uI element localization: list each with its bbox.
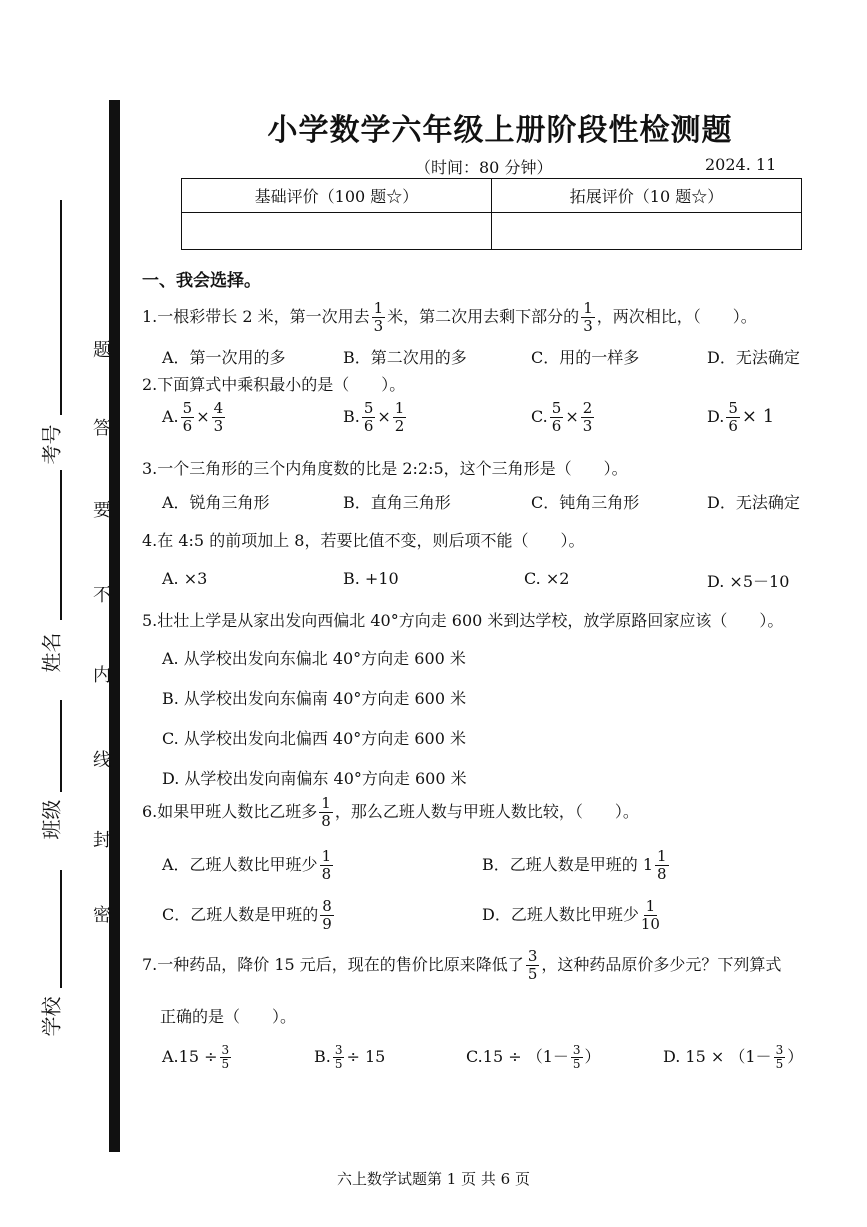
extended-eval-header: 拓展评价（10 题☆） [492, 179, 802, 213]
time-label: （时间：80 分钟） [415, 158, 553, 177]
option[interactable]: A．乙班人数比甲班少 $\frac{1}{8}$ [162, 847, 332, 883]
option[interactable]: A. 从学校出发向东偏北 40°方向走 600 米 [162, 649, 466, 668]
section-title: 一、我会选择。 [142, 271, 261, 291]
option[interactable]: B. $\frac{5}{6}$ × $\frac{1}{2}$ [343, 399, 405, 435]
score-table [181, 178, 802, 250]
option[interactable]: C. ×2 [524, 569, 570, 588]
option[interactable]: B. $\frac{3}{5}$ ÷ 15 [314, 1043, 386, 1071]
option[interactable]: C.15 ÷ （1－ $\frac{3}{5}$ ） [466, 1043, 601, 1071]
seal-char: 要 [90, 500, 111, 518]
extended-eval-score[interactable] [492, 213, 802, 250]
binding-bar [109, 100, 120, 1152]
question-1: 1.一根彩带长 2 米，第一次用去 $\frac{1}{3}$ 米，第二次用去剩下部分的 $\frac{1}{3}$ ，两次相比，（ ）。 [142, 299, 757, 335]
question-7-line2: 正确的是（ ）。 [160, 1007, 297, 1026]
option[interactable]: D．无法确定 [707, 348, 800, 367]
seal-char: 题 [90, 340, 111, 358]
option[interactable]: A.15 ÷ $\frac{3}{5}$ [162, 1043, 230, 1071]
question-3: 3.一个三角形的三个内角度数的比是 2:2:5，这个三角形是（ ）。 [142, 459, 628, 478]
basic-eval-header: 基础评价（100 题☆） [182, 179, 492, 213]
seal-char: 答 [90, 418, 111, 436]
seal-char: 线 [90, 750, 111, 768]
option[interactable]: A. ×3 [162, 569, 208, 588]
basic-eval-score[interactable] [182, 213, 492, 250]
option[interactable]: B．直角三角形 [343, 493, 451, 512]
school-label: 学校 [39, 996, 64, 1037]
question-5: 5.壮壮上学是从家出发向西偏北 40°方向走 600 米到达学校，放学原路回家应该（ ）。 [142, 611, 784, 630]
class-label: 班级 [39, 799, 64, 840]
seal-char: 内 [90, 665, 111, 683]
class-line[interactable] [60, 700, 62, 792]
option[interactable]: A．第一次用的多 [162, 348, 286, 367]
option[interactable]: C. 从学校出发向北偏西 40°方向走 600 米 [162, 729, 467, 748]
exam-id-line[interactable] [60, 200, 62, 415]
question-2: 2.下面算式中乘积最小的是（ ）。 [142, 375, 406, 394]
option[interactable]: A．锐角三角形 [162, 493, 270, 512]
option[interactable]: B. 从学校出发向东偏南 40°方向走 600 米 [162, 689, 467, 708]
exam-id-label: 考号 [39, 424, 64, 465]
option[interactable]: D. $\frac{5}{6}$ × 1 [707, 399, 775, 435]
option[interactable]: D. ×5－10 [707, 572, 790, 591]
option[interactable]: C．乙班人数是甲班的 $\frac{8}{9}$ [162, 897, 332, 933]
question-7: 7.一种药品，降价 15 元后，现在的售价比原来降低了 $\frac{3}{5}$ ，这种药品原价多少元？下列算式 [142, 947, 782, 983]
page-footer: 六上数学试题第 1 页 共 6 页 [337, 1170, 530, 1188]
name-label: 姓名 [39, 632, 64, 673]
option[interactable]: C．钝角三角形 [531, 493, 640, 512]
option[interactable]: B．乙班人数是甲班的 1 $\frac{1}{8}$ [482, 847, 667, 883]
name-line[interactable] [60, 470, 62, 620]
option[interactable]: D. 从学校出发向南偏东 40°方向走 600 米 [162, 769, 467, 788]
option[interactable]: B. +10 [343, 569, 399, 588]
question-4: 4.在 4:5 的前项加上 8，若要比值不变，则后项不能（ ）。 [142, 531, 585, 550]
option[interactable]: C．用的一样多 [531, 348, 640, 367]
question-6: 6.如果甲班人数比乙班多 $\frac{1}{8}$ ，那么乙班人数与甲班人数比较，（ ）。 [142, 794, 639, 830]
option[interactable]: C. $\frac{5}{6}$ × $\frac{2}{3}$ [531, 399, 593, 435]
page-title: 小学数学六年级上册阶段性检测题 [267, 113, 733, 148]
option[interactable]: D．乙班人数比甲班少 $\frac{1}{10}$ [482, 897, 660, 933]
seal-char: 不 [90, 585, 111, 603]
option[interactable]: B．第二次用的多 [343, 348, 467, 367]
date-label: 2024. 11 [705, 155, 777, 174]
option[interactable]: A. $\frac{5}{6}$ × $\frac{4}{3}$ [162, 399, 224, 435]
option[interactable]: D．无法确定 [707, 493, 800, 512]
school-line[interactable] [60, 870, 62, 988]
option[interactable]: D. 15 × （1－ $\frac{3}{5}$ ） [663, 1043, 804, 1071]
seal-char: 封 [90, 830, 111, 848]
seal-char: 密 [90, 905, 111, 923]
